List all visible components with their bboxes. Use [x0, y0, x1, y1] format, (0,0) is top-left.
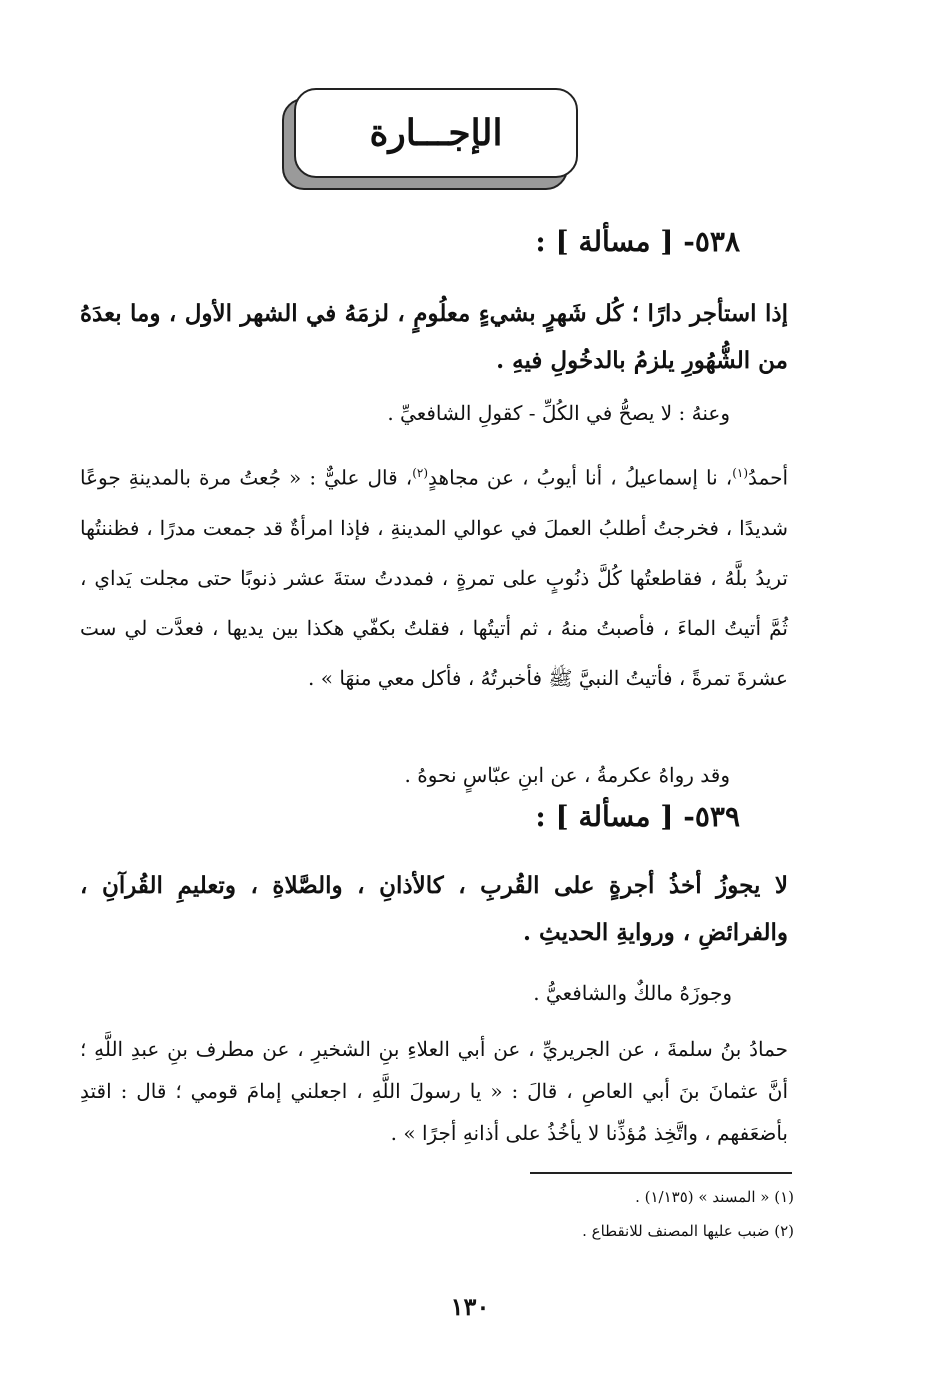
- title-frame: [294, 88, 578, 178]
- page-number: ١٣٠: [450, 1292, 490, 1321]
- hadith-text: ، قال عليٌّ : « جُعتُ مرة بالمدينةِ جوعًا شديدًا ، فخرجتُ أطلبُ العملَ في عوالي المدينةِ ، فإذا امرأةٌ قد جمعت مدرًا ، فظننتُها تريدُ بلَّهُ ، فقاطعتُها كُلَّ ذنُوبٍ على تمرةٍ ، فمددتُ ستةَ عشر ذنوبًا حتى مجلت يَداي ، ثُمَّ أتيتُ الماءَ ، فأصبتُ منهُ ، ثم أتيتُها ، فقلتُ بكفّي هكذا بين يديها ، فعدَّت لي ست عشرةَ تمرةً ، فأتيتُ النبيَّ ﷺ فأخبرتُهُ ، فأكل معي منهَا » .: [80, 465, 788, 690]
- issue-539-hadith: حمادُ بنُ سلمةَ ، عن الجريريِّ ، عن أبي العلاءِ بنِ الشخيرِ ، عن مطرف بنِ عبدِ اللَّهِ ؛ أنَّ عثمانَ بنَ أبي العاصِ ، قالَ : « يا رسولَ اللَّهِ ، اجعلني إمامَ قومي ؛ قال : اقتدِ بأضعَفهم ، واتَّخِذ مُؤذِّنا لا يأخُذُ على أذانهِ أجرًا » .: [80, 1037, 788, 1145]
- issue-538-heading: ٥٣٨- [ مسألة ] :: [535, 225, 740, 258]
- footnote-divider: [530, 1172, 792, 1174]
- issue-539-statement: لا يجوزُ أخذُ أجرةٍ على القُربِ ، كالأذانِ ، والصَّلاةِ ، وتعليمِ القُرآنِ ، والفرائضِ ، وروايةِ الحديثِ .: [80, 872, 788, 946]
- issue-538-hadith: [80, 448, 788, 703]
- footnote-ref-2: (٢): [412, 466, 429, 480]
- footnote-1: (١) « المسند » (١/١٣٥) .: [635, 1188, 794, 1206]
- chapter-title: الإجـــارة: [369, 112, 503, 154]
- issue-538-statement: إذا استأجر دارًا ؛ كُل شَهرٍ بشيءٍ معلُومٍ ، لزمَهُ في الشهر الأول ، وما بعدَهُ من الشُّهُورِ يلزمُ بالدخُولِ فيهِ .: [80, 300, 788, 374]
- issue-539-variant: وجوزَهُ مالكٌ والشافعيُّ .: [533, 981, 732, 1005]
- issue-538-variant: وعنهُ : لا يصحُّ في الكُلِّ - كقولِ الشافعيِّ .: [387, 401, 730, 425]
- chapter-title-frame: [282, 88, 578, 188]
- hadith-chain: ، نا إسماعيلُ ، أنا أيوبُ ، عن مجاهدٍ: [428, 465, 733, 490]
- issue-538-note: وقد رواهُ عكرمةُ ، عن ابنِ عبّاسٍ نحوهُ .: [404, 763, 730, 787]
- footnote-2: (٢) ضبب عليها المصنف للانقطاع .: [582, 1222, 794, 1240]
- issue-539-heading: ٥٣٩- [ مسألة ] :: [535, 800, 740, 833]
- narrator-ahmad: أحمدُ: [748, 465, 788, 490]
- footnote-ref-1: (١): [732, 466, 749, 480]
